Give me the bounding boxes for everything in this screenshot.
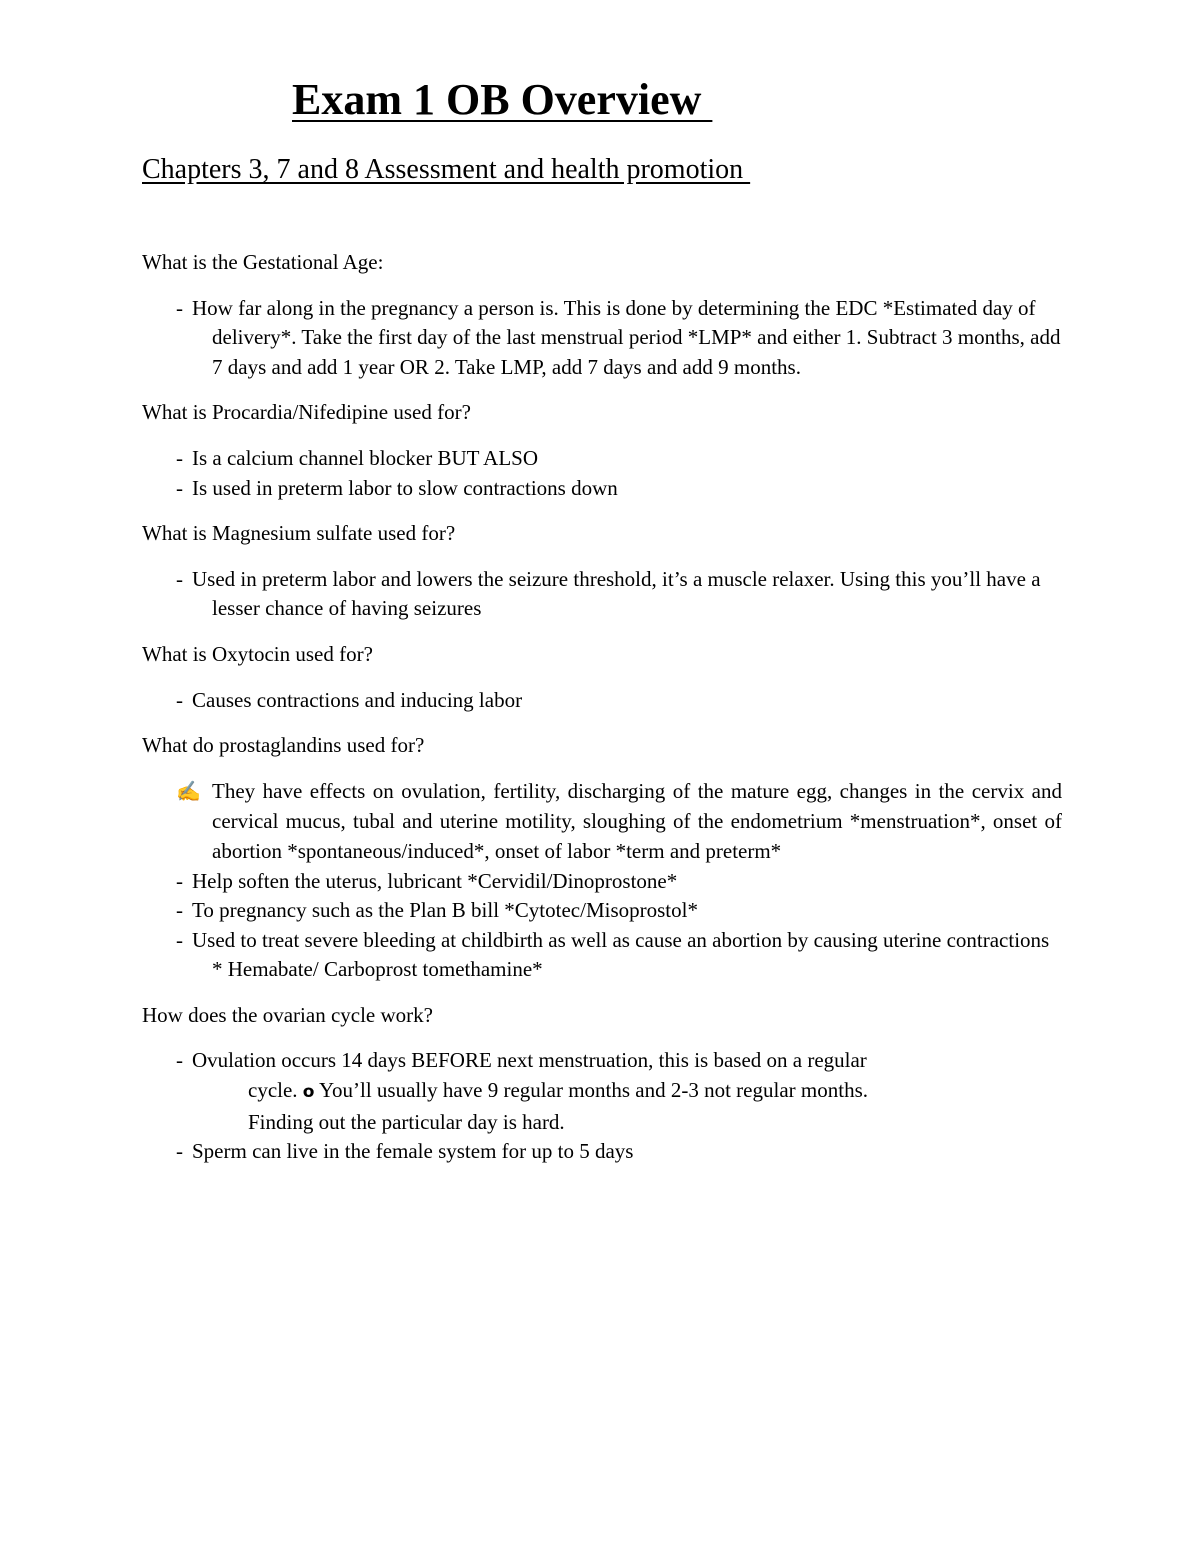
answers-oxytocin [142,686,1062,716]
sub-point-text: You’ll usually have 9 regular months and 2-3 not regular months. [314,1078,868,1103]
answer-text: Sperm can live in the female system for up to 5 days [192,1139,634,1164]
list-item [142,565,1062,624]
circle-bullet-icon: o [302,1082,315,1103]
list-item [142,867,1062,897]
dash-marker: - [176,927,183,952]
question-ovarian-cycle: How does the ovarian cycle work? [142,1002,433,1027]
list-item [142,686,1062,716]
sub-point-continuation: Finding out the particular day is hard. [248,1109,565,1134]
list-item [142,926,1062,985]
list-item [142,1046,1062,1137]
dash-marker: - [176,898,183,923]
answer-text: Causes contractions and inducing labor [192,687,523,712]
dash-marker: - [176,1139,183,1164]
answer-text: They have effects on ovulation, fertility, discharging of the mature egg, changes in the cervix and cervical mucus, tubal and uterine motility, sloughing of the endometrium *menstruation*, onset of abortion *spontaneous/induced*, onset of labor *term and preterm* [212,778,1062,863]
answers-gestational-age [142,294,1062,383]
sub-point [212,1076,1062,1137]
dash-marker: - [176,475,183,500]
document-title: Exam 1 OB Overview [292,75,713,124]
dash-marker: - [176,1048,183,1073]
question-prostaglandins: What do prostaglandins used for? [142,733,425,758]
answer-text: Help soften the uterus, lubricant *Cervidil/Dinoprostone* [192,868,678,893]
question-oxytocin: What is Oxytocin used for? [142,641,373,666]
sub-point-lead: cycle. [248,1078,303,1103]
dash-marker: - [176,445,183,470]
list-item [142,777,1062,867]
answer-text: To pregnancy such as the Plan B bill *Cytotec/Misoprostol* [192,898,698,923]
answers-procardia [142,444,1062,503]
answer-text: Is a calcium channel blocker BUT ALSO [192,445,539,470]
list-item [142,1137,1062,1167]
list-item [142,294,1062,383]
document-subtitle: Chapters 3, 7 and 8 Assessment and health promotion [142,154,751,185]
answer-text: Is used in preterm labor to slow contractions down [192,475,618,500]
list-item [142,896,1062,926]
list-item [142,474,1062,504]
dash-marker: - [176,295,183,320]
answer-text: How far along in the pregnancy a person is. This is done by determining the EDC *Estimated day of delivery*. Take the first day of the last menstrual period *LMP* and either 1. Subtract 3 months, add 7 days and add 1 year OR 2. Take LMP, add 7 days and add 9 months. [192,295,1061,379]
dash-marker: - [176,566,183,591]
answers-prostaglandins [142,777,1062,985]
dash-marker: - [176,868,183,893]
list-item [142,444,1062,474]
writing-hand-icon: ✍ [176,780,201,803]
answers-ovarian-cycle [142,1046,1062,1166]
question-gestational-age: What is the Gestational Age: [142,250,384,274]
dash-marker: - [176,687,183,712]
answer-text: Used to treat severe bleeding at childbirth as well as cause an abortion by causing uterine contractions * Hemabate/ Carboprost tomethamine* [192,927,1050,982]
answer-text: Ovulation occurs 14 days BEFORE next menstruation, this is based on a regular [192,1048,867,1073]
question-procardia: What is Procardia/Nifedipine used for? [142,400,471,425]
document-body [142,248,1062,1183]
answer-text: Used in preterm labor and lowers the seizure threshold, it’s a muscle relaxer. Using this you’ll have a lesser chance of having seizures [192,566,1041,621]
question-magnesium-sulfate: What is Magnesium sulfate used for? [142,521,456,546]
answers-magnesium-sulfate [142,565,1062,624]
